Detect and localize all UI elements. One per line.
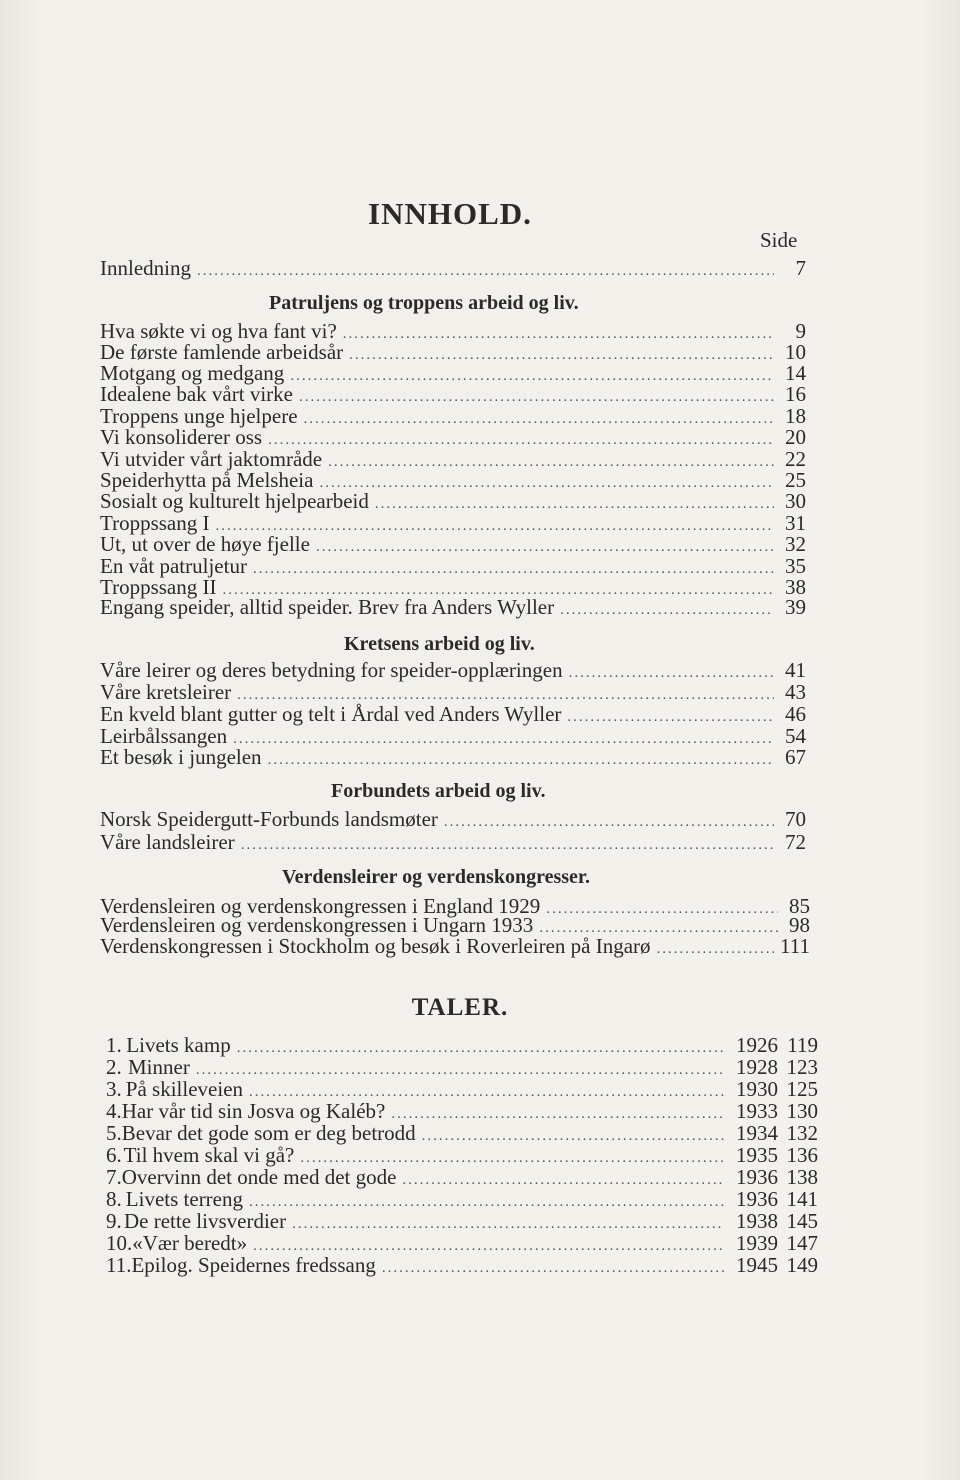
toc-entry-page: 98	[789, 913, 810, 937]
toc-entry-title: De første famlende arbeidsår	[100, 340, 344, 364]
toc-entry	[100, 935, 810, 957]
talk-number: 9.	[106, 1209, 122, 1233]
talk-number: 4.	[106, 1099, 122, 1123]
talk-year: 1938	[736, 1209, 778, 1233]
toc-entry-title: Vi utvider vårt jaktområde	[100, 447, 323, 471]
toc-entry-title: Våre kretsleirer	[100, 680, 232, 704]
talk-page: 130	[786, 1099, 818, 1123]
talk-title: Minner	[128, 1055, 190, 1079]
talk-page: 136	[786, 1143, 818, 1167]
toc-entry-page: 39	[785, 595, 806, 619]
talk-year: 1935	[736, 1143, 778, 1167]
toc-entry-page: 32	[785, 532, 806, 556]
talk-year: 1926	[736, 1033, 778, 1057]
toc-entry-title: Norsk Speidergutt-Forbunds landsmøter	[100, 807, 438, 831]
talk-title: Livets kamp	[126, 1033, 231, 1057]
toc-entry	[100, 426, 806, 448]
toc-entry	[100, 746, 806, 768]
toc-entry-page: 16	[785, 382, 806, 406]
talk-year: 1928	[736, 1055, 778, 1079]
toc-entry-page: 22	[785, 447, 806, 471]
talk-number: 1.	[106, 1033, 122, 1057]
talk-title: «Vær beredt»	[132, 1231, 248, 1255]
toc-entry-title: Motgang og medgang	[100, 361, 285, 385]
toc-entry-page: 111	[780, 934, 810, 958]
talk-number: 2.	[106, 1055, 122, 1079]
talk-page: 132	[786, 1121, 818, 1145]
toc-entry	[100, 383, 806, 405]
talk-entry	[106, 1144, 818, 1166]
talk-number: 11.	[106, 1253, 132, 1277]
toc-entry-title: Sosialt og kulturelt hjelpearbeid	[100, 489, 369, 513]
toc-entry	[100, 320, 806, 342]
talk-title: Epilog. Speidernes fredssang	[131, 1253, 376, 1277]
section-heading: Patruljens og troppens arbeid og liv.	[269, 292, 579, 314]
toc-entry-title: Troppssang II	[100, 575, 217, 599]
toc-entry-page: 54	[785, 724, 806, 748]
toc-entry-page: 72	[785, 830, 806, 854]
talk-year: 1945	[736, 1253, 778, 1277]
leader-dots	[560, 599, 774, 621]
talk-year: 1939	[736, 1231, 778, 1255]
leader-dots	[382, 1257, 724, 1279]
talk-number: 6.	[106, 1143, 122, 1167]
talk-year: 1936	[736, 1165, 778, 1189]
leader-dots	[197, 260, 774, 282]
toc-entry-title: Speiderhytta på Melsheia	[100, 468, 314, 492]
talk-number: 10.	[106, 1231, 133, 1255]
talk-page: 141	[786, 1187, 818, 1211]
toc-entry-page: 67	[785, 745, 806, 769]
talk-page: 138	[786, 1165, 818, 1189]
talk-page: 125	[786, 1077, 818, 1101]
talk-title: Livets terreng	[125, 1187, 243, 1211]
toc-entry-page: 31	[785, 511, 806, 535]
talk-title: Til hvem skal vi gå?	[123, 1143, 295, 1167]
toc-entry-title: En våt patruljetur	[100, 554, 247, 578]
section-heading: Verdensleirer og verdenskongresser.	[282, 866, 590, 888]
talk-title: De rette livsverdier	[124, 1209, 287, 1233]
talk-entry	[106, 1210, 818, 1232]
toc-entry-page: 38	[785, 575, 806, 599]
talk-entry	[106, 1232, 818, 1254]
talk-entry	[106, 1056, 818, 1078]
toc-entry	[100, 681, 806, 703]
toc-entry-page: 35	[785, 554, 806, 578]
toc-entry-page: 85	[789, 894, 810, 918]
leader-dots	[444, 811, 774, 833]
talk-title: Bevar det gode som er deg betrodd	[121, 1121, 416, 1145]
talk-year: 1930	[736, 1077, 778, 1101]
toc-entry	[100, 405, 806, 427]
talks-heading: TALER.	[411, 994, 509, 1021]
toc-entry-title: Troppssang I	[100, 511, 210, 535]
toc-entry-title: Ut, ut over de høye fjelle	[100, 532, 310, 556]
toc-entry-page: 9	[795, 319, 806, 343]
toc-entry	[100, 490, 806, 512]
toc-entry	[100, 469, 806, 491]
toc-entry-title: Verdensleiren og verdenskongressen i England 1929	[100, 894, 541, 918]
toc-entry	[100, 831, 806, 853]
toc-entry-title: Leirbålssangen	[100, 724, 228, 748]
toc-entry	[100, 725, 806, 747]
talk-number: 8.	[106, 1187, 122, 1211]
toc-entry-page: 18	[785, 404, 806, 428]
talk-title: På skilleveien	[125, 1077, 244, 1101]
toc-entry	[100, 659, 806, 681]
talk-page: 149	[786, 1253, 818, 1277]
toc-entry	[100, 341, 806, 363]
talk-number: 3.	[106, 1077, 122, 1101]
toc-entry	[100, 362, 806, 384]
toc-entry-intro	[100, 257, 806, 279]
talk-title: Har vår tid sin Josva og Kaléb?	[121, 1099, 386, 1123]
toc-entry-page: 43	[785, 680, 806, 704]
page-column-label: Side	[760, 228, 798, 252]
toc-entry-title: Engang speider, alltid speider. Brev fra Anders Wyller	[100, 595, 555, 619]
talk-number: 7.	[106, 1165, 122, 1189]
toc-entry	[100, 703, 806, 725]
toc-entry-title: Innledning	[100, 256, 191, 280]
talk-year: 1934	[736, 1121, 778, 1145]
toc-entry	[100, 533, 806, 555]
talk-number: 5.	[106, 1121, 122, 1145]
toc-entry-title: Våre landsleirer	[100, 830, 235, 854]
toc-entry-page: 70	[785, 807, 806, 831]
toc-entry-title: Idealene bak vårt virke	[100, 382, 293, 406]
talk-entry	[106, 1078, 818, 1100]
toc-entry	[100, 808, 806, 830]
toc-entry-page: 46	[785, 702, 806, 726]
toc-entry	[100, 914, 810, 936]
talk-page: 119	[787, 1033, 818, 1057]
toc-entry-page: 7	[795, 256, 806, 280]
toc-entry-title: Vi konsoliderer oss	[100, 425, 263, 449]
toc-entry-title: Et besøk i jungelen	[100, 745, 262, 769]
section-heading: Kretsens arbeid og liv.	[344, 633, 535, 655]
toc-entry-page: 41	[785, 658, 806, 682]
talk-entry	[106, 1188, 818, 1210]
talk-entry	[106, 1034, 818, 1056]
toc-entry-page: 14	[785, 361, 806, 385]
section-heading: Forbundets arbeid og liv.	[331, 780, 546, 802]
toc-entry-title: Hva søkte vi og hva fant vi?	[100, 319, 337, 343]
toc-entry-page: 10	[785, 340, 806, 364]
leader-dots	[241, 834, 774, 856]
talk-year: 1933	[736, 1099, 778, 1123]
toc-entry	[100, 555, 806, 577]
toc-entry-title: Verdenskongressen i Stockholm og besøk i Roverleiren på Ingarø	[100, 934, 651, 958]
talk-page: 123	[786, 1055, 818, 1079]
leader-dots	[657, 938, 775, 960]
talk-entry	[106, 1254, 818, 1276]
talk-page: 147	[786, 1231, 818, 1255]
page-title: INNHOLD.	[368, 196, 532, 231]
toc-entry	[100, 596, 806, 618]
talk-title: Overvinn det onde med det gode	[121, 1165, 397, 1189]
toc-entry-page: 20	[785, 425, 806, 449]
talk-entry	[106, 1166, 818, 1188]
talk-entry	[106, 1122, 818, 1144]
toc-entry-title: En kveld blant gutter og telt i Årdal ved Anders Wyller	[100, 702, 562, 726]
toc-entry	[100, 512, 806, 534]
leader-dots	[268, 749, 774, 771]
toc-entry-page: 30	[785, 489, 806, 513]
toc-entry-title: Troppens unge hjelpere	[100, 404, 298, 428]
talk-page: 145	[786, 1209, 818, 1233]
talk-entry	[106, 1100, 818, 1122]
toc-entry-page: 25	[785, 468, 806, 492]
toc-entry-title: Verdensleiren og verdenskongressen i Ungarn 1933	[100, 913, 534, 937]
toc-entry	[100, 448, 806, 470]
talk-year: 1936	[736, 1187, 778, 1211]
toc-entry-title: Våre leirer og deres betydning for speider-opplæringen	[100, 658, 563, 682]
